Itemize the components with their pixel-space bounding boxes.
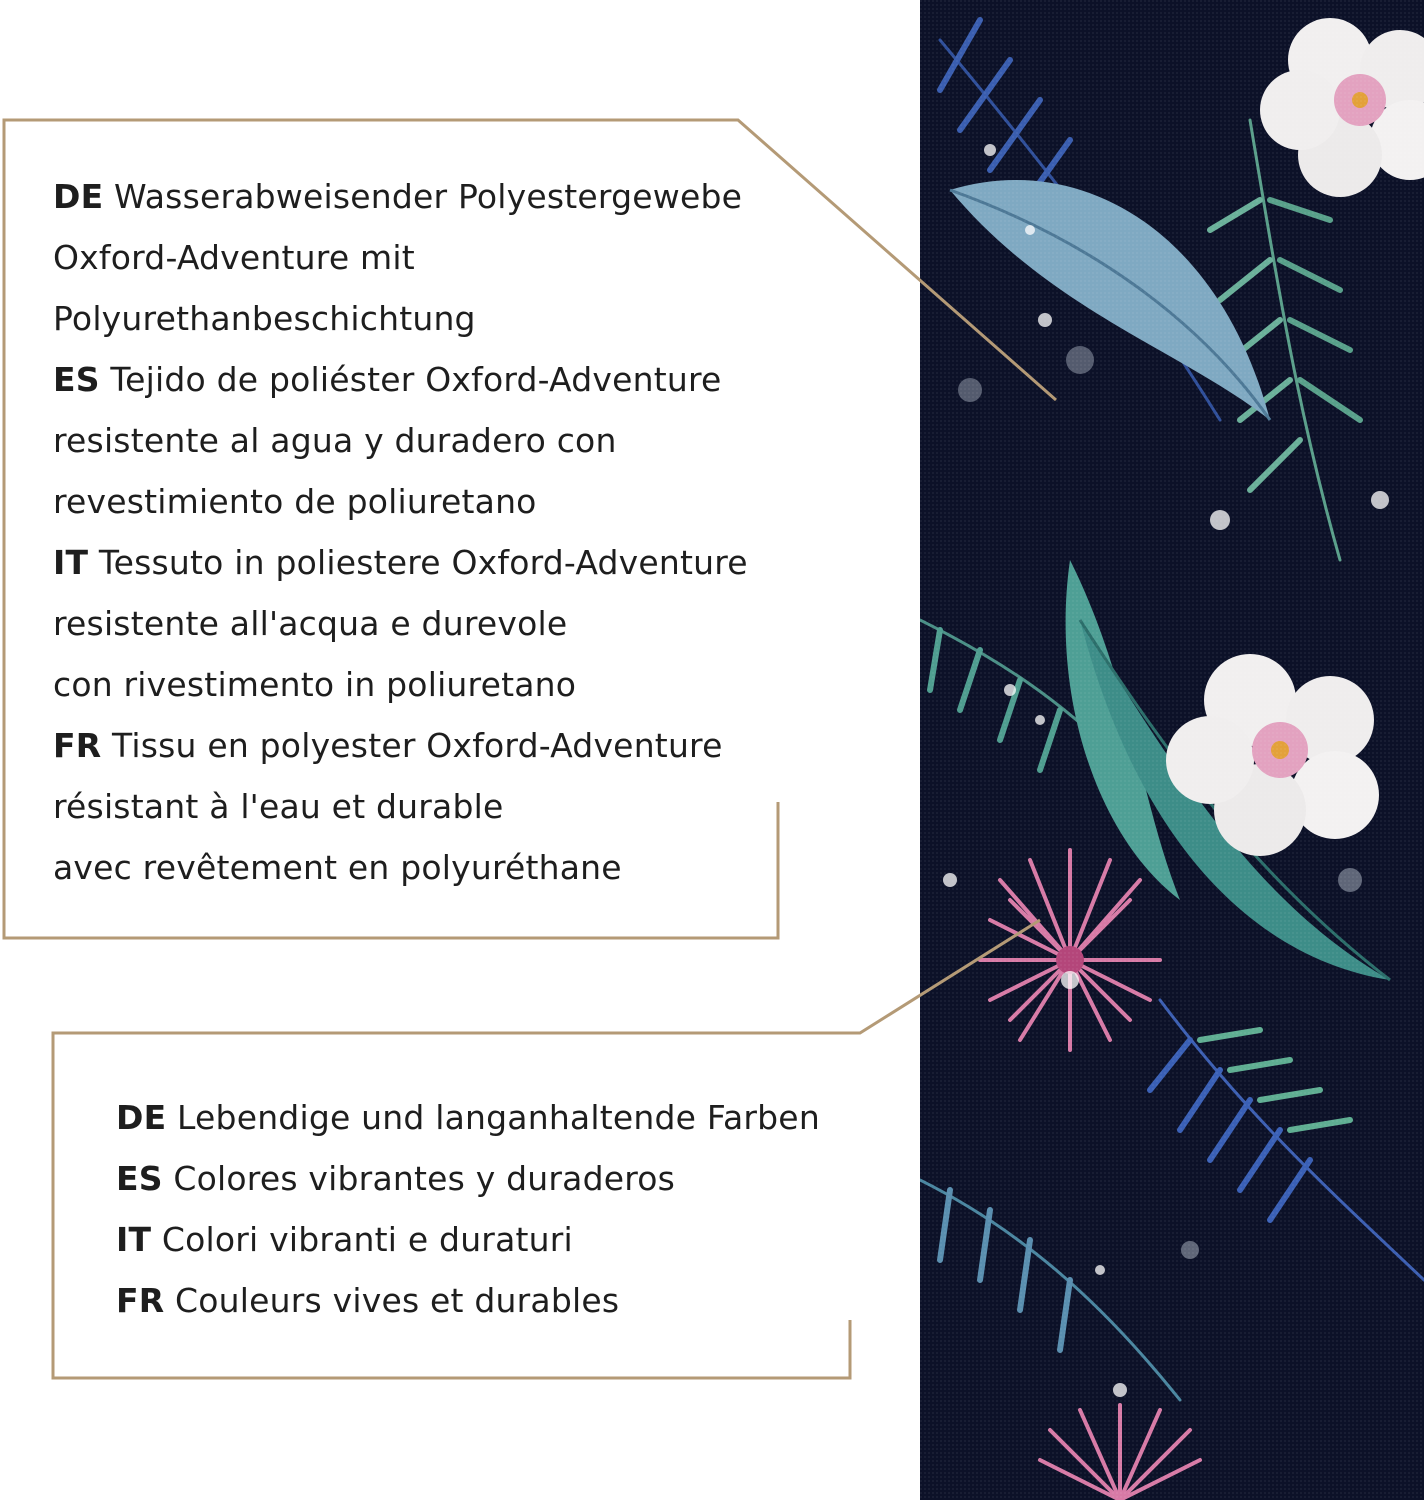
description-text: Lebendige und langanhaltende Farben <box>166 1098 820 1137</box>
description-text: Polyurethanbeschichtung <box>53 299 476 338</box>
text-line <box>116 1209 820 1270</box>
description-text: résistant à l'eau et durable <box>53 787 504 826</box>
language-code-es: ES <box>53 360 100 399</box>
language-code-fr: FR <box>53 726 102 765</box>
text-line <box>116 1270 820 1331</box>
language-code-es: ES <box>116 1159 163 1198</box>
fabric-description-block <box>53 166 748 898</box>
text-line <box>116 1148 820 1209</box>
description-text: con rivestimento in poliuretano <box>53 665 577 704</box>
text-line <box>53 593 748 654</box>
language-code-de: DE <box>116 1098 167 1137</box>
text-line <box>53 410 748 471</box>
text-line <box>53 288 748 349</box>
language-code-it: IT <box>53 543 89 582</box>
description-text: Tejido de poliéster Oxford-Adventure <box>99 360 722 399</box>
text-line <box>53 715 748 776</box>
description-text: avec revêtement en polyuréthane <box>53 848 622 887</box>
description-text: Colori vibranti e duraturi <box>151 1220 573 1259</box>
text-line <box>53 776 748 837</box>
text-line <box>53 227 748 288</box>
language-code-fr: FR <box>116 1281 165 1320</box>
description-text: revestimiento de poliuretano <box>53 482 537 521</box>
text-line <box>116 1087 820 1148</box>
text-line <box>53 837 748 898</box>
description-text: Tissu en polyester Oxford-Adventure <box>101 726 723 765</box>
color-description-block <box>116 1087 820 1331</box>
description-text: Oxford-Adventure mit <box>53 238 415 277</box>
language-code-de: DE <box>53 177 104 216</box>
text-line <box>53 654 748 715</box>
text-line <box>53 532 748 593</box>
description-text: resistente all'acqua e durevole <box>53 604 568 643</box>
language-code-it: IT <box>116 1220 152 1259</box>
fabric-swatch-image <box>920 0 1424 1500</box>
text-line <box>53 166 748 227</box>
description-text: Couleurs vives et durables <box>164 1281 620 1320</box>
text-line <box>53 349 748 410</box>
description-text: Wasserabweisender Polyestergewebe <box>103 177 743 216</box>
description-text: resistente al agua y duradero con <box>53 421 617 460</box>
text-line <box>53 471 748 532</box>
description-text: Tessuto in poliestere Oxford-Adventure <box>88 543 748 582</box>
description-text: Colores vibrantes y duraderos <box>162 1159 676 1198</box>
